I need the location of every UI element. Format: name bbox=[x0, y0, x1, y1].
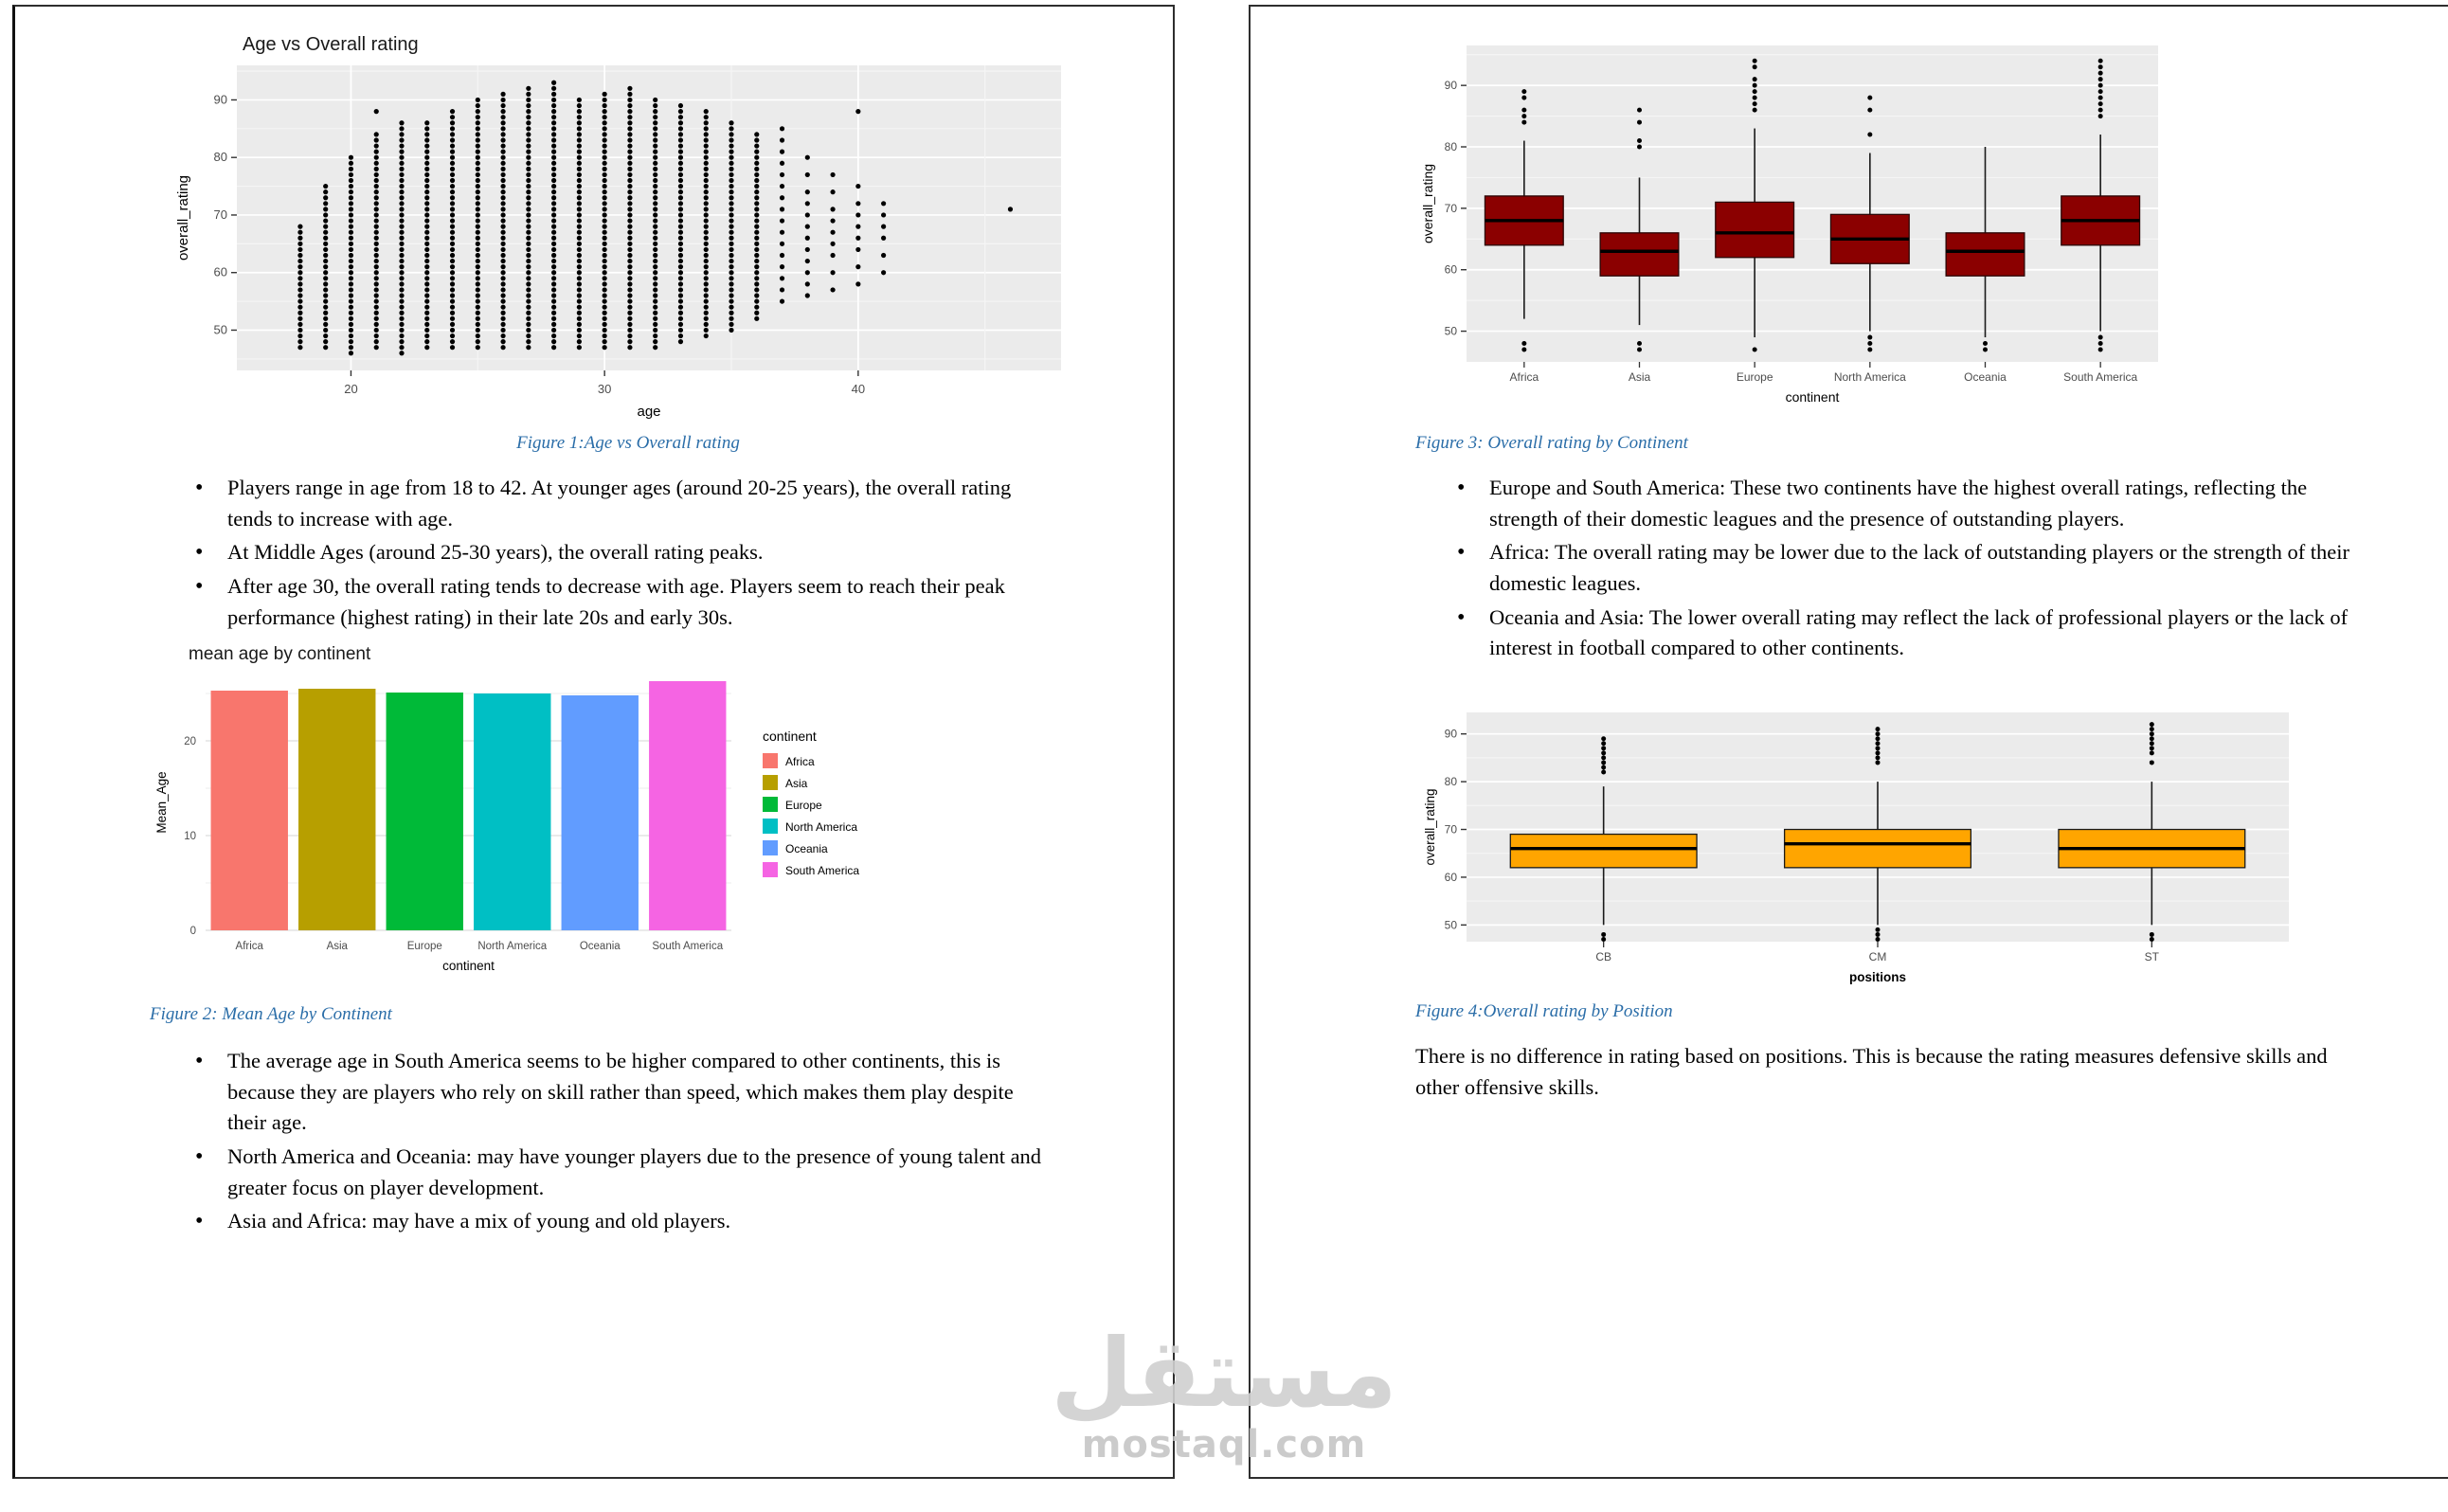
figure3-box-chart bbox=[1412, 28, 2198, 417]
svg-text:continent: continent bbox=[763, 729, 817, 744]
svg-text:90: 90 bbox=[1444, 727, 1457, 741]
svg-text:Europe: Europe bbox=[406, 941, 442, 952]
svg-text:overall_rating: overall_rating bbox=[1420, 163, 1435, 244]
svg-text:50: 50 bbox=[1444, 324, 1457, 338]
svg-text:Mean_Age: Mean_Age bbox=[154, 771, 169, 834]
svg-text:Africa: Africa bbox=[235, 941, 263, 952]
svg-text:70: 70 bbox=[1444, 822, 1457, 837]
figure3-bullet-list bbox=[1489, 473, 2351, 667]
svg-text:20: 20 bbox=[184, 736, 196, 747]
watermark-domain-text: mostaql.com bbox=[1081, 1423, 1367, 1467]
figure1-scatter-chart bbox=[159, 26, 1097, 438]
bar-svg bbox=[145, 635, 912, 990]
bullet-item: • The average age in South America seems to be higher compared to other continents, this is because they are players who rely on skill rather than speed, which makes them play despite their age. bbox=[227, 1046, 1052, 1139]
bullet-item: • At Middle Ages (around 25-30 years), the overall rating peaks. bbox=[227, 537, 1052, 568]
svg-text:North America: North America bbox=[1833, 370, 1906, 384]
figure2-caption: Figure 2: Mean Age by Continent bbox=[150, 1004, 392, 1024]
svg-text:Asia: Asia bbox=[1628, 370, 1651, 384]
svg-text:90: 90 bbox=[1444, 79, 1457, 93]
bullet-item: • Players range in age from 18 to 42. At younger ages (around 20-25 years), the overall rating tends to increase with age. bbox=[227, 473, 1052, 534]
bullet-item: • Africa: The overall rating may be lower due to the lack of outstanding players or the strength of their domestic leagues. bbox=[1489, 537, 2351, 599]
svg-text:80: 80 bbox=[1444, 775, 1457, 789]
figure4-caption: Figure 4:Overall rating by Position bbox=[1415, 1001, 1673, 1021]
svg-text:Africa: Africa bbox=[785, 755, 815, 768]
figure1-bullet-list bbox=[227, 473, 1052, 636]
svg-text:mean age by continent: mean age by continent bbox=[189, 644, 371, 664]
svg-text:North America: North America bbox=[785, 820, 858, 834]
svg-text:positions: positions bbox=[1849, 970, 1906, 984]
svg-text:80: 80 bbox=[213, 150, 227, 165]
svg-text:South America: South America bbox=[652, 941, 724, 952]
svg-text:10: 10 bbox=[184, 831, 196, 842]
scatter-svg bbox=[159, 26, 1097, 438]
svg-text:90: 90 bbox=[213, 92, 227, 107]
svg-text:age: age bbox=[637, 404, 661, 420]
svg-text:continent: continent bbox=[1785, 389, 1840, 405]
svg-text:North America: North America bbox=[477, 941, 548, 952]
svg-text:Age vs Overall rating: Age vs Overall rating bbox=[243, 34, 419, 55]
svg-text:50: 50 bbox=[1444, 918, 1457, 932]
svg-text:30: 30 bbox=[597, 382, 612, 396]
figure1-caption: Figure 1:Age vs Overall rating bbox=[516, 433, 740, 453]
svg-text:continent: continent bbox=[442, 959, 495, 973]
svg-text:Europe: Europe bbox=[785, 799, 822, 812]
svg-text:80: 80 bbox=[1444, 140, 1457, 154]
svg-text:Oceania: Oceania bbox=[1964, 370, 2007, 384]
svg-text:50: 50 bbox=[213, 322, 227, 337]
svg-text:overall_rating: overall_rating bbox=[175, 174, 191, 261]
closing-paragraph: There is no difference in rating based on positions. This is because the rating measures defensive skills and other offensive skills. bbox=[1415, 1044, 2328, 1099]
page-right bbox=[1249, 5, 2448, 1479]
figure3-caption: Figure 3: Overall rating by Continent bbox=[1415, 433, 1688, 453]
bullet-item: • After age 30, the overall rating tends to decrease with age. Players seem to reach their peak performance (highest rating) in their late 20s and early 30s. bbox=[227, 571, 1052, 633]
svg-text:Asia: Asia bbox=[326, 941, 348, 952]
svg-text:70: 70 bbox=[213, 207, 227, 222]
svg-text:40: 40 bbox=[851, 382, 866, 396]
box-svg bbox=[1413, 705, 2304, 991]
svg-text:60: 60 bbox=[1444, 262, 1457, 277]
figure4-box-chart bbox=[1413, 705, 2304, 991]
bullet-item: • Asia and Africa: may have a mix of young and old players. bbox=[227, 1206, 1052, 1237]
watermark-arabic-text: مستقل bbox=[1051, 1318, 1397, 1429]
svg-text:CB: CB bbox=[1595, 950, 1612, 963]
bullet-item: • North America and Oceania: may have younger players due to the presence of young talent and greater focus on player development. bbox=[227, 1142, 1052, 1203]
svg-text:Africa: Africa bbox=[1509, 370, 1539, 384]
box-svg bbox=[1412, 28, 2198, 417]
svg-text:Oceania: Oceania bbox=[785, 842, 828, 855]
svg-text:South America: South America bbox=[2063, 370, 2138, 384]
svg-text:70: 70 bbox=[1444, 201, 1457, 215]
svg-text:60: 60 bbox=[213, 264, 227, 279]
svg-text:ST: ST bbox=[2144, 950, 2160, 963]
page-left bbox=[12, 5, 1175, 1479]
svg-text:Asia: Asia bbox=[785, 777, 808, 790]
svg-text:CM: CM bbox=[1868, 950, 1887, 963]
svg-text:0: 0 bbox=[189, 926, 196, 937]
svg-text:20: 20 bbox=[344, 382, 358, 396]
bullet-item: • Europe and South America: These two continents have the highest overall ratings, reflecting the strength of their domestic leagues and the presence of outstanding players. bbox=[1489, 473, 2351, 534]
svg-text:Oceania: Oceania bbox=[579, 941, 621, 952]
svg-text:South America: South America bbox=[785, 864, 860, 877]
figure2-bar-chart bbox=[145, 635, 912, 990]
svg-text:Europe: Europe bbox=[1736, 370, 1773, 384]
svg-text:overall_rating: overall_rating bbox=[1423, 788, 1437, 866]
bullet-item: • Oceania and Asia: The lower overall rating may reflect the lack of professional players or the lack of interest in football compared to other continents. bbox=[1489, 603, 2351, 664]
figure2-bullet-list bbox=[227, 1046, 1052, 1240]
svg-text:60: 60 bbox=[1444, 870, 1457, 884]
